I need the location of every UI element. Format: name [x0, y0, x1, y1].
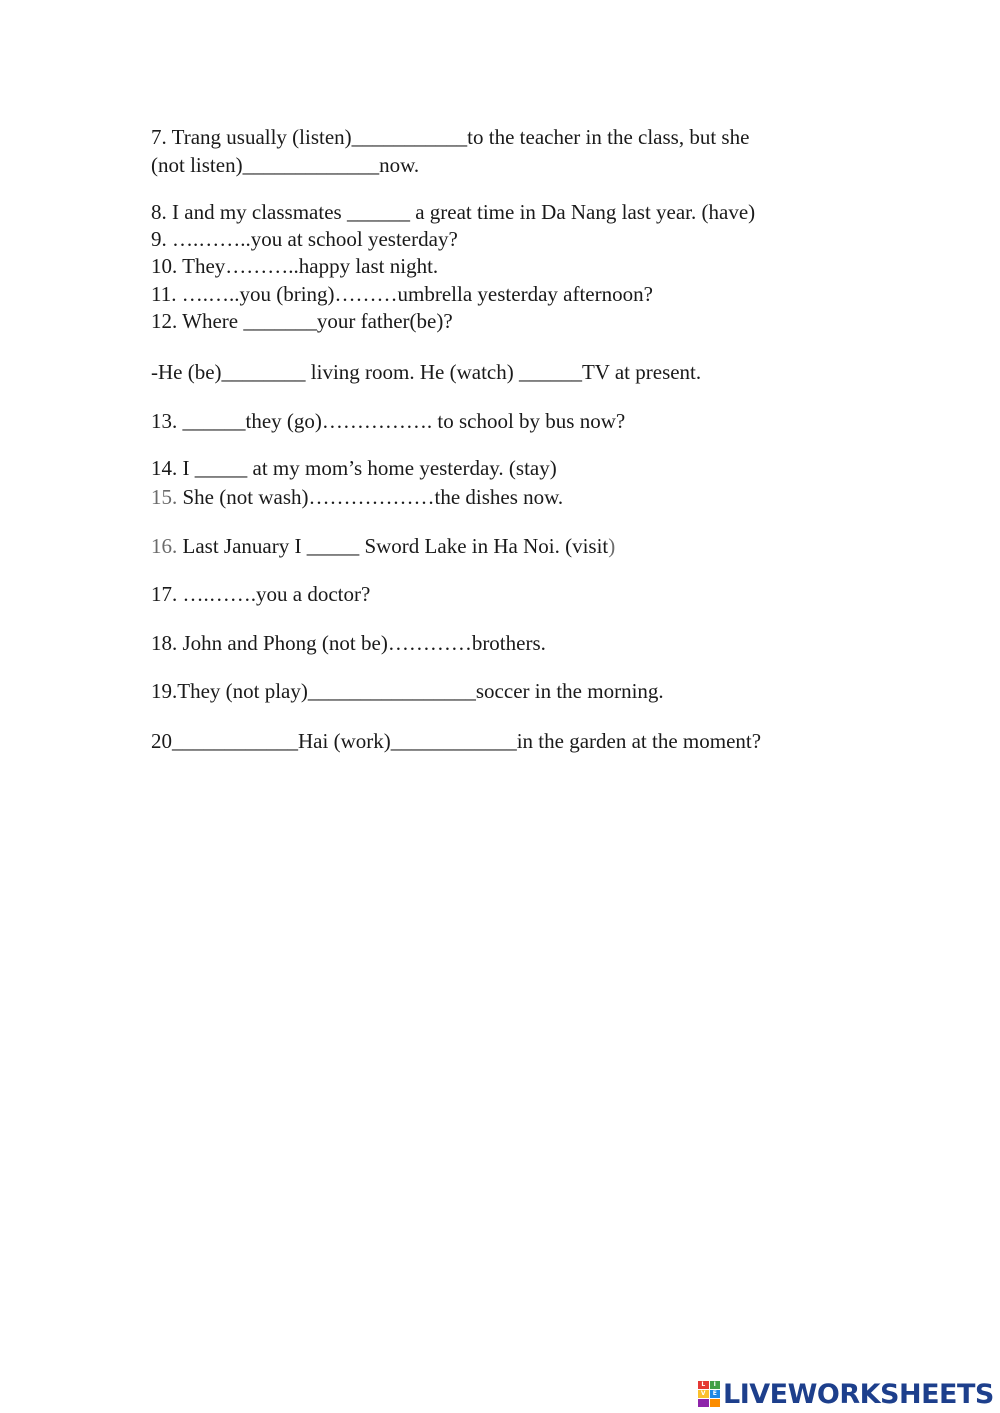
question-8: 8. I and my classmates ______ a great time in Da Nang last year. (have) [151, 200, 756, 224]
question-12-answer: -He (be)________ living room. He (watch) ______TV at present. [151, 360, 702, 384]
question-15 [151, 484, 563, 510]
question-10: 10. They………..happy last night. [151, 254, 439, 278]
question-17: 17. ….…….you a doctor? [151, 582, 371, 606]
question-16-number: 16. [151, 534, 178, 558]
question-18: 18. John and Phong (not be)…………brothers. [151, 631, 546, 655]
question-9: 9. ….……..you at school yesterday? [151, 227, 458, 251]
logo-mark-cell: V [698, 1390, 709, 1398]
question-20: 20____________Hai (work)____________in the garden at the moment? [151, 729, 762, 753]
logo-mark-cell [698, 1399, 709, 1407]
question-11: 11. ….…..you (bring)………umbrella yesterday afternoon? [151, 282, 653, 306]
logo-text: LIVEWORKSHEETS [723, 1378, 994, 1410]
question-16 [151, 533, 615, 559]
logo-mark-icon [698, 1381, 720, 1407]
logo-mark-cell: I [710, 1381, 721, 1389]
logo-mark-cell: L [698, 1381, 709, 1389]
question-19: 19.They (not play)________________soccer in the morning. [151, 679, 664, 703]
question-14: 14. I _____ at my mom’s home yesterday. (stay) [151, 456, 557, 480]
question-7-line-1: 7. Trang usually (listen)___________to the teacher in the class, but she [151, 125, 750, 149]
question-15-text: She (not wash)………………the dishes now. [177, 485, 564, 509]
logo-mark-cell [710, 1399, 721, 1407]
question-12: 12. Where _______your father(be)? [151, 309, 453, 333]
question-16-close: ) [608, 534, 616, 558]
logo-mark-cell: E [710, 1390, 721, 1398]
liveworksheets-logo [698, 1378, 994, 1410]
question-7-line-2: (not listen)_____________now. [151, 153, 420, 177]
question-16-text: Last January I _____ Sword Lake in Ha Noi. (visit [177, 534, 609, 558]
question-15-number: 15. [151, 485, 178, 509]
question-13: 13. ______they (go)……………. to school by bus now? [151, 409, 626, 433]
